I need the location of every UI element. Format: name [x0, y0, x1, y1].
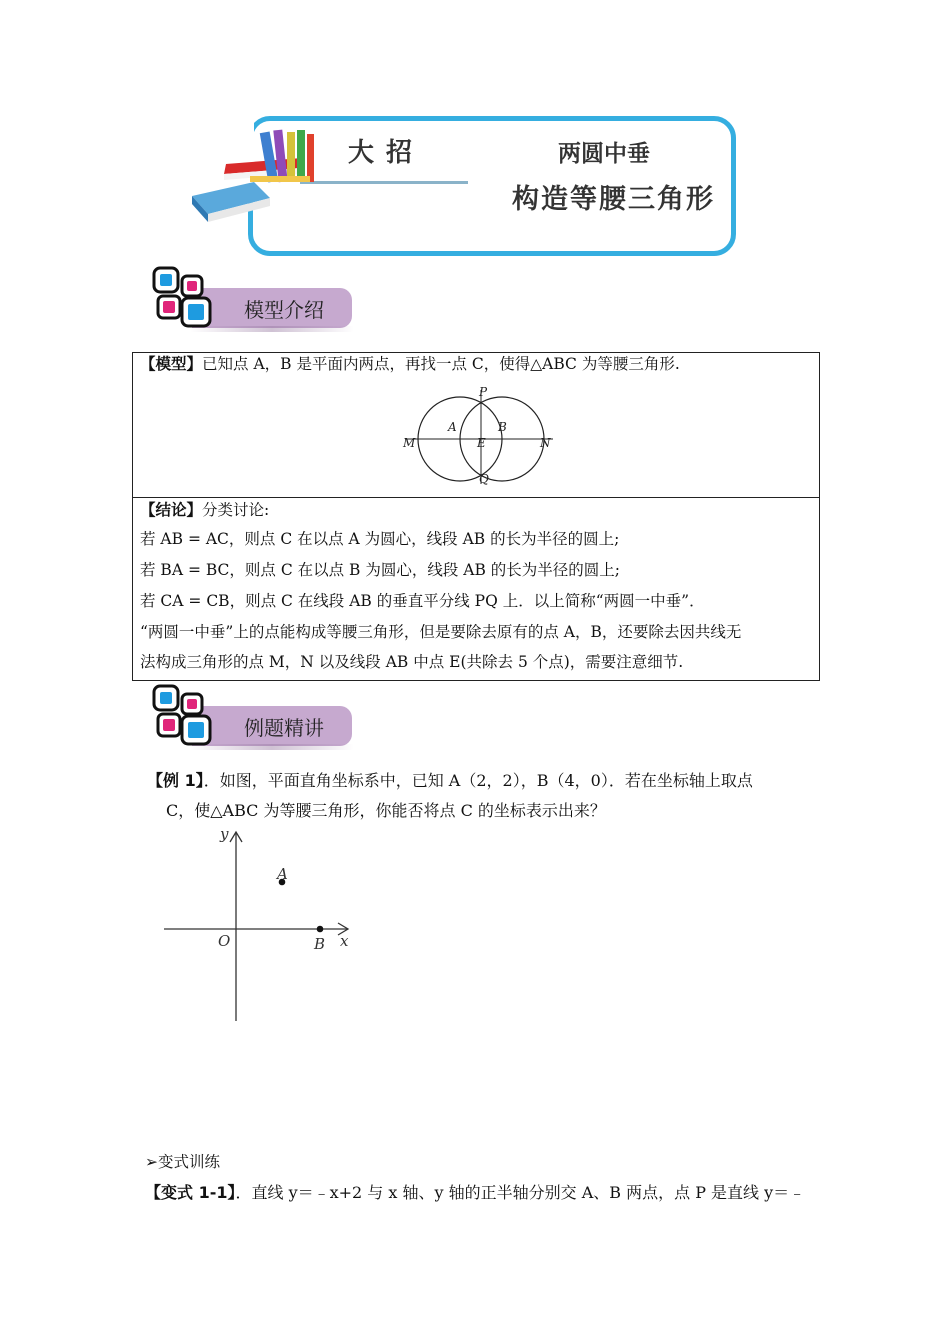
conclusion-line-3: 若 CA = CB，则点 C 在线段 AB 的垂直平分线 PQ 上．以上简称“两圆一中垂”．	[140, 592, 705, 610]
section-badge-examples	[152, 684, 362, 756]
example1-line-2: C，使△ABC 为等腰三角形，你能否将点 C 的坐标表示出来？	[166, 801, 606, 820]
banner-main-title: 构造等腰三角形	[512, 184, 715, 215]
model-divider	[132, 497, 820, 498]
conclusion-lead: 分类讨论:	[202, 501, 270, 519]
section-title: 例题精讲	[244, 716, 324, 740]
conclusion-line-4: “两圆一中垂”上的点能构成等腰三角形，但是要除去原有的点 A，B，还要除去因共线无	[140, 623, 742, 641]
conclusion-line-5: 法构成三角形的点 M，N 以及线段 AB 中点 E(共除去 5 个点)，需要注意细节.	[140, 653, 684, 671]
label-P: P	[479, 385, 488, 399]
origin-label: O	[218, 932, 231, 950]
model-text: 已知点 A，B 是平面内两点，再找一点 C，使得△ABC 为等腰三角形.	[202, 355, 680, 373]
squares-icon	[152, 684, 212, 746]
axis-label-x: x	[340, 932, 349, 950]
conclusion-line-2: 若 BA = BC，则点 C 在以点 B 为圆心，线段 AB 的长为半径的圆上;	[140, 561, 621, 579]
label-E: E	[477, 436, 486, 450]
books-icon	[184, 124, 334, 224]
variant-text: ．直线 y＝﹣x+2 与 x 轴、y 轴的正半轴分别交 A、B 两点，点 P 是直线 y＝﹣	[235, 1183, 806, 1202]
variant-heading: ➢变式训练	[145, 1153, 220, 1171]
section-badge-model-intro	[152, 266, 362, 338]
label-N: N	[540, 436, 551, 450]
label-B: B	[498, 420, 507, 434]
example1-tag: 【例 1】	[147, 771, 204, 790]
conclusion-heading	[140, 500, 269, 520]
variant-tag: 【变式 1-1】	[145, 1183, 236, 1202]
section-title: 模型介绍	[244, 298, 324, 322]
squares-icon	[152, 266, 212, 328]
two-circles-figure	[395, 380, 560, 490]
point-B-label: B	[314, 935, 326, 953]
model-tag: 【模型】	[140, 355, 203, 373]
conclusion-line-1: 若 AB = AC，则点 C 在以点 A 为圆心，线段 AB 的长为半径的圆上;	[140, 530, 620, 548]
model-statement	[140, 354, 680, 374]
axis-label-y: y	[220, 825, 229, 843]
banner-subtitle: 两圆中垂	[558, 140, 650, 167]
conclusion-tag: 【结论】	[140, 501, 203, 519]
label-Q: Q	[479, 472, 489, 486]
label-A: A	[448, 420, 457, 434]
badge-shadow	[190, 326, 354, 332]
example1-text-1: ．如图，平面直角坐标系中，已知 A（2，2），B（4，0）．若在坐标轴上取点	[203, 771, 753, 790]
banner-title: 大招	[348, 138, 425, 168]
point-B	[317, 926, 324, 933]
label-M: M	[403, 436, 416, 450]
point-A-label: A	[277, 865, 288, 883]
variant-line-1	[145, 1182, 805, 1204]
badge-shadow	[190, 744, 354, 750]
example1-line-1	[147, 770, 753, 792]
coordinate-plane	[160, 822, 360, 1027]
